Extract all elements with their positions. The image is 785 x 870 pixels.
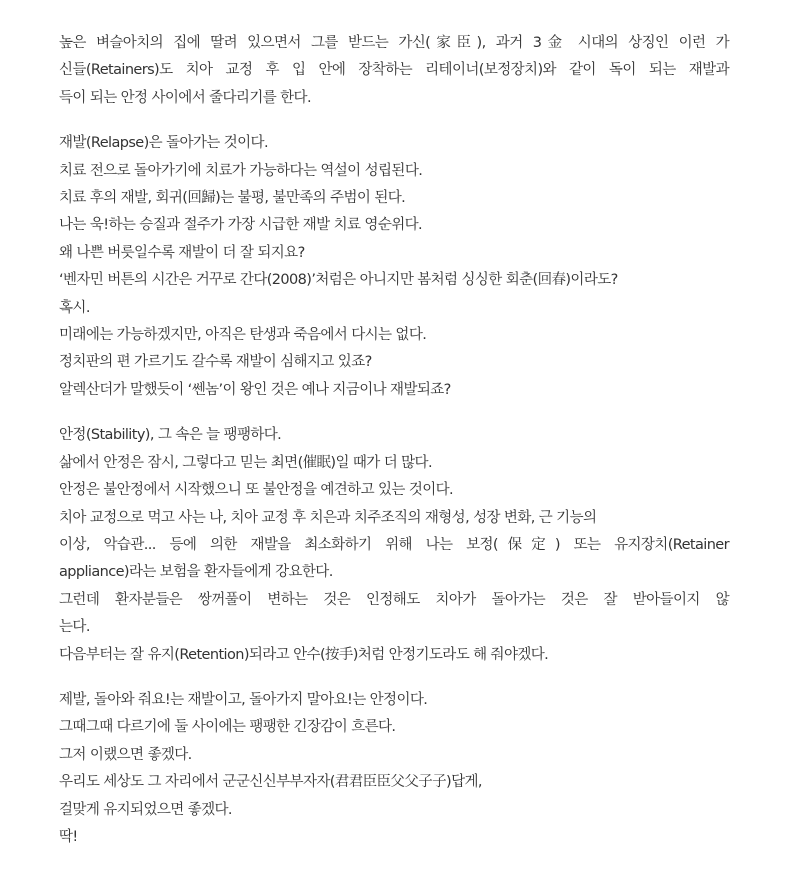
text-line: 나는 욱!하는 승질과 절주가 가장 시급한 재발 치료 영순위다. — [59, 217, 423, 234]
text-line: 재발(Relapse)은 돌아가는 것이다. — [59, 135, 268, 152]
text-line: 우리도 세상도 그 자리에서 군군신신부부자자(君君臣臣父父子子)답게, — [59, 774, 482, 791]
text-line: appliance)라는 보험을 환자들에게 강요한다. — [59, 564, 333, 581]
text-line: 삶에서 안정은 잠시, 그렇다고 믿는 최면(催眠)일 때가 더 많다. — [59, 454, 432, 471]
text-line: 치료 후의 재발, 회귀(回歸)는 불평, 불만족의 주범이 된다. — [59, 190, 406, 207]
article-body — [59, 30, 729, 869]
text-line: 득이 되는 안정 사이에서 줄다리기를 한다. — [59, 89, 311, 106]
text-line: 신들(Retainers)도 치아 교정 후 입 안에 장착하는 리테이너(보정장치)와 같이 독이 되는 재발과 — [59, 62, 729, 79]
text-line: 제발, 돌아와 줘요!는 재발이고, 돌아가지 말아요!는 안정이다. — [59, 691, 428, 708]
text-line: 는다. — [59, 619, 90, 636]
paragraph-intro — [59, 30, 729, 112]
text-line: 미래에는 가능하겠지만, 아직은 탄생과 죽음에서 다시는 없다. — [59, 327, 427, 344]
text-line: 다음부터는 잘 유지(Retention)되라고 안수(按手)처럼 안정기도라도 해 줘야겠다. — [59, 646, 549, 663]
text-line: 그저 이랬으면 좋겠다. — [59, 746, 192, 763]
text-line: ‘벤자민 버튼의 시간은 거꾸로 간다(2008)’처럼은 아니지만 봄처럼 싱싱한 회춘(回春)이라도? — [59, 272, 618, 289]
text-line: 치아 교정으로 먹고 사는 나, 치아 교정 후 치은과 치주조직의 재형성, 성장 변화, 근 기능의 — [59, 509, 597, 526]
text-line: 그때그때 다르기에 둘 사이에는 팽팽한 긴장감이 흐른다. — [59, 719, 396, 736]
text-line: 높은 벼슬아치의 집에 딸려 있으면서 그를 받드는 가신(家臣), 과거 3金 시대의 상징인 이런 가 — [59, 35, 729, 51]
text-line: 치료 전으로 돌아가기에 치료가 가능하다는 역설이 성립된다. — [59, 162, 423, 179]
text-line: 딱! — [59, 828, 78, 845]
text-line: 안정은 불안정에서 시작했으니 또 불안정을 예견하고 있는 것이다. — [59, 482, 454, 499]
text-line: 왜 나쁜 버릇일수록 재발이 더 잘 되지요? — [59, 244, 305, 261]
paragraph-relapse — [59, 130, 729, 404]
text-line: 알렉산더가 말했듯이 ‘쎈놈’이 왕인 것은 예나 지금이나 재발되죠? — [59, 381, 451, 398]
text-line: 이상, 악습관... 등에 의한 재발을 최소화하기 위해 나는 보정(保定) 또는 유지장치(Retainer — [59, 536, 729, 553]
text-line: 혹시. — [59, 299, 90, 316]
text-line: 정치판의 편 가르기도 갈수록 재발이 심해지고 있죠? — [59, 354, 372, 371]
text-line: 안정(Stability), 그 속은 늘 팽팽하다. — [59, 427, 282, 444]
paragraph-stability — [59, 422, 729, 669]
text-line: 그런데 환자분들은 쌍꺼풀이 변하는 것은 인정해도 치아가 돌아가는 것은 잘 받아들이지 않 — [59, 591, 729, 608]
text-line: 걸맞게 유지되었으면 좋겠다. — [59, 801, 232, 818]
paragraph-conclusion — [59, 687, 729, 851]
